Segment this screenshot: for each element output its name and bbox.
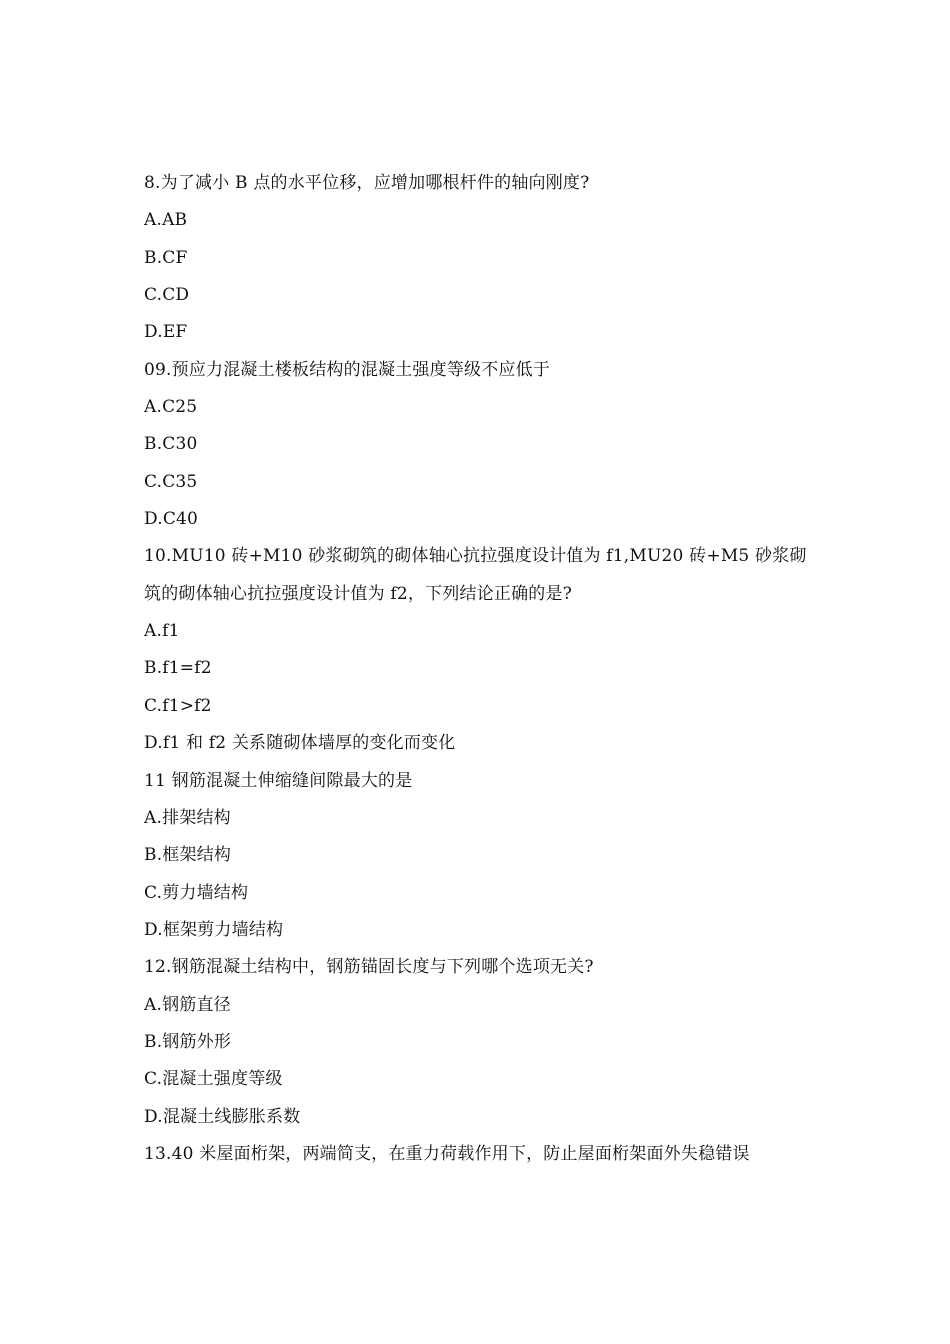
question-9-option-c: C.C35 <box>144 471 198 492</box>
question-10-option-d: D.f1 和 f2 关系随砌体墙厚的变化而变化 <box>144 733 456 754</box>
question-11-option-d: D.框架剪力墙结构 <box>144 919 284 940</box>
question-10-option-c: C.f1>f2 <box>144 695 212 716</box>
question-11-option-b: B.框架结构 <box>144 845 232 866</box>
question-8-option-b: B.CF <box>144 247 188 268</box>
question-10-stem-line-2: 筑的砌体轴心抗拉强度设计值为 f2，下列结论正确的是? <box>144 583 573 604</box>
question-11-option-a: A.排架结构 <box>144 807 231 828</box>
question-12-option-d: D.混凝土线膨胀系数 <box>144 1106 301 1127</box>
question-10-option-a: A.f1 <box>144 621 180 642</box>
question-12-option-a: A.钢筋直径 <box>144 994 231 1015</box>
question-12-option-b: B.钢筋外形 <box>144 1031 232 1052</box>
question-9-option-b: B.C30 <box>144 434 198 455</box>
question-8-stem: 8.为了减小 B 点的水平位移，应增加哪根杆件的轴向刚度? <box>144 173 590 193</box>
question-10-stem-line-1: 10.MU10 砖+M10 砂浆砌筑的砌体轴心抗拉强度设计值为 f1,MU20 砖+M5 砂浆砌 <box>144 546 807 567</box>
question-11-stem: 11 钢筋混凝土伸缩缝间隙最大的是 <box>144 770 413 791</box>
question-8-option-a: A.AB <box>144 210 188 231</box>
question-9-option-a: A.C25 <box>144 397 198 418</box>
question-12-stem: 12.钢筋混凝土结构中，钢筋锚固长度与下列哪个选项无关? <box>144 957 594 978</box>
question-8-option-d: D.EF <box>144 322 188 343</box>
question-11-option-c: C.剪力墙结构 <box>144 882 249 903</box>
question-10-option-b: B.f1=f2 <box>144 658 212 679</box>
question-8-option-c: C.CD <box>144 285 190 306</box>
question-9-option-d: D.C40 <box>144 509 199 530</box>
document-page <box>144 165 824 1173</box>
question-13-stem: 13.40 米屋面桁架，两端简支，在重力荷载作用下，防止屋面桁架面外失稳错误 <box>144 1143 750 1164</box>
question-9-stem: 09.预应力混凝土楼板结构的混凝土强度等级不应低于 <box>144 359 551 380</box>
question-12-option-c: C.混凝土强度等级 <box>144 1069 283 1090</box>
